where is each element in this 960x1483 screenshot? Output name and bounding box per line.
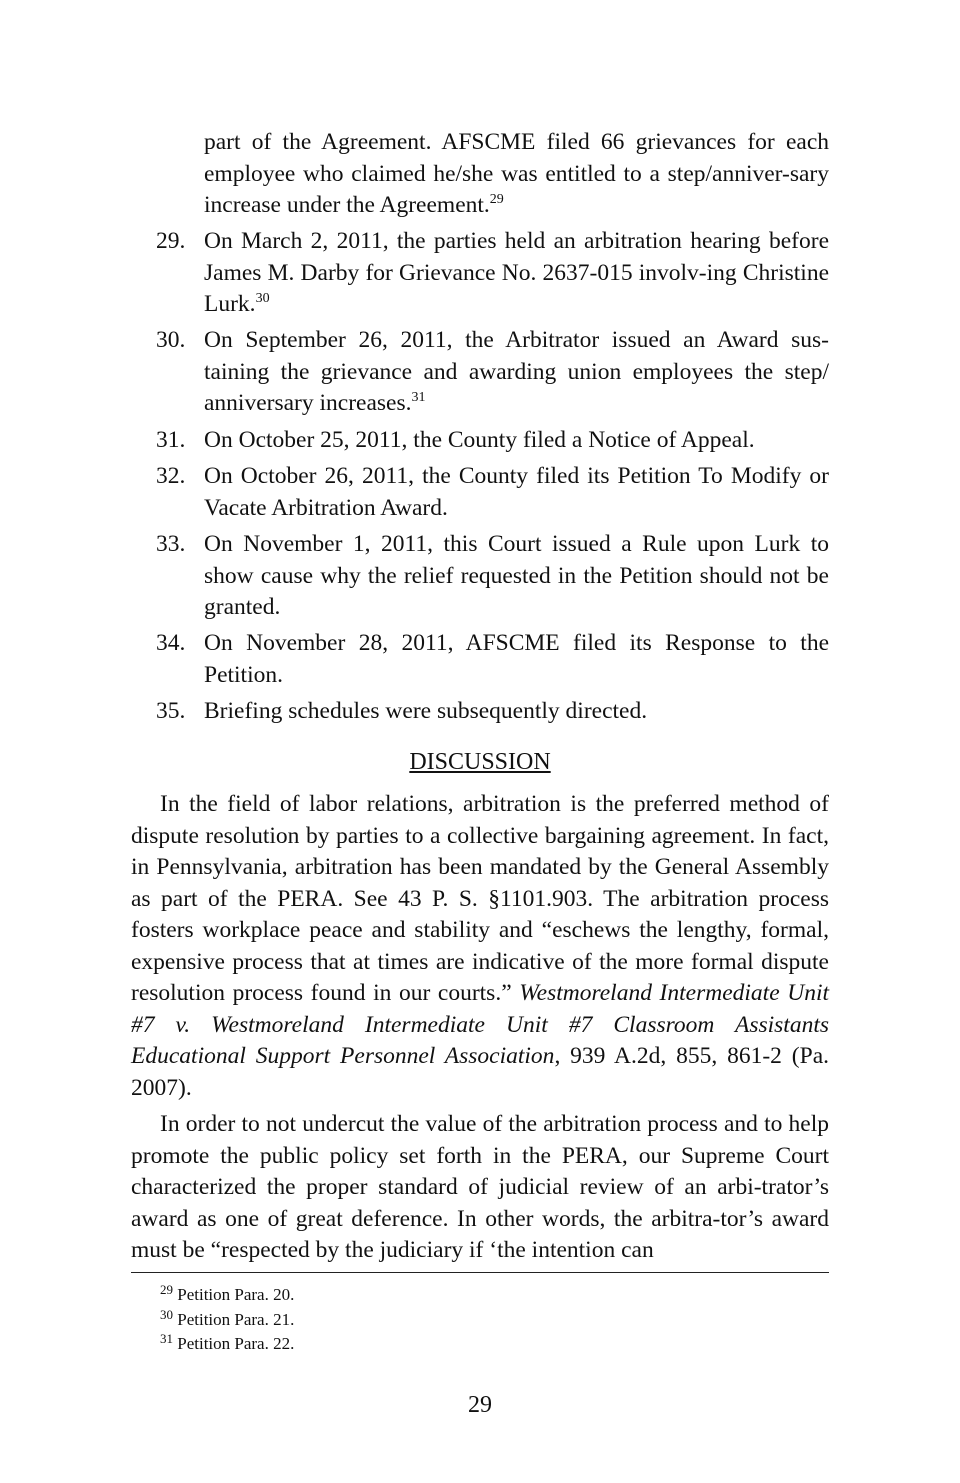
footnote-text: Petition Para. 20.	[177, 1285, 295, 1304]
case-citation-title: Westmoreland Intermediate Unit #7 v. Westmoreland Intermediate Unit #7 Classroom Assistants Educational Support Personnel Association	[131, 980, 830, 1069]
list-item-text: On October 25, 2011, the County filed a Notice of Appeal.	[204, 427, 755, 453]
list-item-text: On November 28, 2011, AFSCME filed its Response to the Petition.	[204, 630, 829, 688]
list-item-text: On September 26, 2011, the Arbitrator issued an Award sus-taining the grievance and awarding union employees the step/ anniversary increases.	[204, 327, 829, 416]
footnote-ref-30: 30	[255, 291, 270, 306]
footnote-29	[160, 1283, 294, 1307]
list-item-number: 32.	[156, 463, 186, 489]
footnote-31	[160, 1332, 294, 1356]
list-item-number: 30.	[156, 327, 186, 353]
list-item-text: On October 26, 2011, the County filed its Petition To Modify or Vacate Arbitration Award.	[204, 463, 829, 521]
list-item-number: 35.	[156, 698, 186, 724]
list-item-text: On November 1, 2011, this Court issued a Rule upon Lurk to show cause why the relief requested in the Petition should not be granted.	[204, 531, 829, 620]
footnote-ref-31: 31	[411, 390, 426, 405]
list-item-number: 29.	[156, 228, 186, 254]
continuation-paragraph	[204, 127, 829, 222]
footnote-divider	[131, 1272, 829, 1273]
section-heading: DISCUSSION	[409, 749, 551, 775]
discussion-paragraph-2	[131, 1109, 829, 1267]
paragraph-text: In the field of labor relations, arbitration is the preferred method of dispute resolution by parties to a collective bargaining agreement. In fact, in Pennsylvania, arbitration has been mandated by the General Assembly as part of the PERA. See 43 P. S. §1101.903. The arbitration process fosters workplace peace and stability and “eschews the lengthy, formal, expensive process that at times are indicative of the more formal dispute resolution process found in our courts.”	[131, 791, 829, 1006]
footnote-number: 30	[160, 1307, 173, 1322]
continuation-text: part of the Agreement. AFSCME filed 66 grievances for each employee who claimed he/she was entitled to a step/anniver-sary increase under the Agreement.	[204, 129, 829, 218]
case-citation-reference: , 939 A.2d, 855, 861-2 (Pa. 2007).	[131, 1043, 829, 1101]
footnote-text: Petition Para. 22.	[177, 1334, 295, 1353]
list-item-text: On March 2, 2011, the parties held an arbitration hearing before James M. Darby for Grievance No. 2637-015 involv-ing Christine Lurk.	[204, 228, 829, 317]
footnote-number: 29	[160, 1282, 173, 1297]
page-number: 29	[468, 1392, 492, 1418]
list-item-number: 31.	[156, 427, 186, 453]
list-item-number: 34.	[156, 630, 186, 656]
footnote-number: 31	[160, 1331, 173, 1346]
list-item-number: 33.	[156, 531, 186, 557]
paragraph-text: In order to not undercut the value of the arbitration process and to help promote the public policy set forth in the PERA, our Supreme Court characterized the proper standard of judicial review of an arbi-trator’s award as one of great deference. In other words, the arbitra-tor’s award must be “respected by the judiciary if ‘the intention can	[131, 1111, 829, 1263]
list-item-text: Briefing schedules were subsequently directed.	[204, 698, 648, 724]
footnote-text: Petition Para. 21.	[177, 1310, 295, 1329]
discussion-paragraph-1	[131, 789, 829, 1104]
footnote-30	[160, 1308, 294, 1332]
footnote-ref-29: 29	[489, 192, 504, 207]
